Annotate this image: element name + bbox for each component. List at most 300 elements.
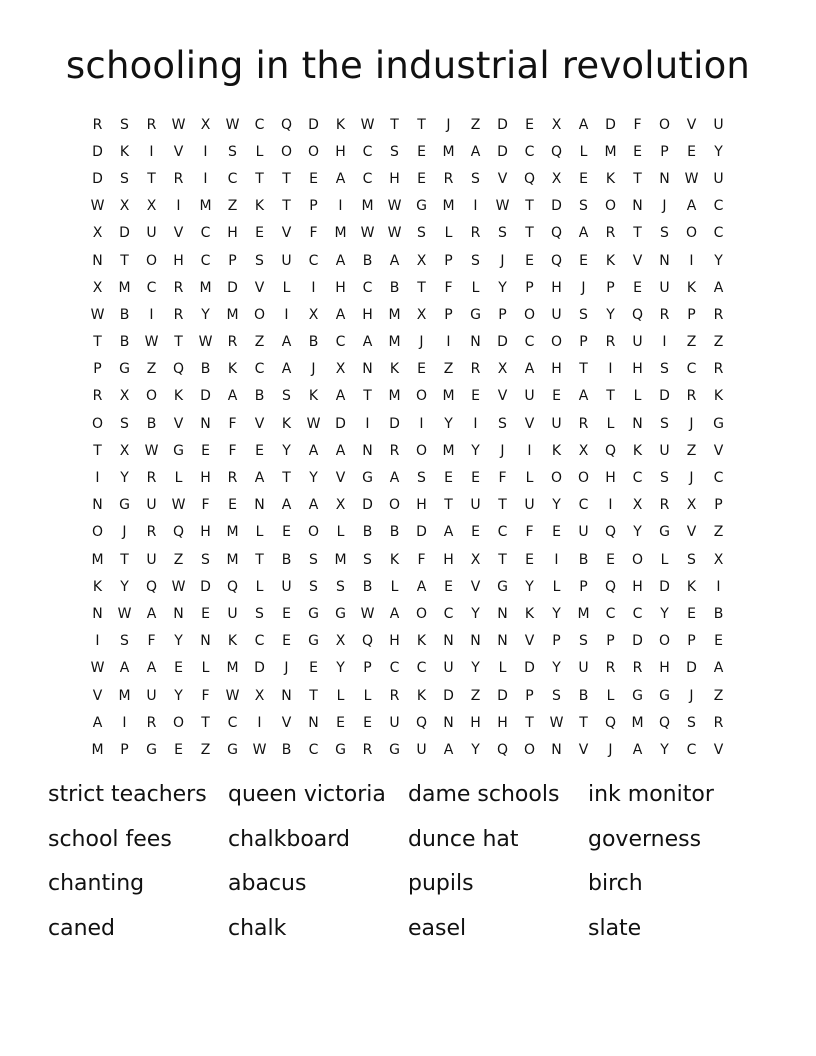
- grid-letter: E: [525, 252, 534, 269]
- grid-letter: V: [470, 578, 481, 595]
- grid-letter: O: [550, 334, 563, 351]
- grid-letter: D: [389, 415, 400, 432]
- grid-letter: L: [255, 578, 264, 595]
- grid-letter: K: [389, 551, 400, 568]
- word-list-item: school fees: [48, 826, 172, 852]
- grid-letter: X: [200, 116, 211, 133]
- grid-letter: T: [201, 714, 210, 731]
- grid-letter: I: [95, 633, 100, 650]
- grid-letter: A: [335, 306, 346, 323]
- grid-letter: C: [578, 497, 589, 514]
- grid-letter: W: [252, 741, 267, 758]
- grid-letter: X: [92, 225, 103, 242]
- word-list-item: slate: [588, 915, 642, 941]
- grid-letter: W: [198, 334, 213, 351]
- grid-letter: S: [120, 116, 129, 133]
- grid-letter: E: [687, 143, 696, 160]
- grid-letter: F: [228, 415, 237, 432]
- grid-letter: A: [281, 334, 292, 351]
- grid-letter: O: [91, 415, 104, 432]
- grid-letter: C: [362, 279, 373, 296]
- grid-letter: P: [660, 143, 669, 160]
- grid-letter: R: [362, 741, 373, 758]
- grid-letter: T: [93, 442, 102, 459]
- grid-letter: O: [145, 252, 158, 269]
- word-list-item: chalk: [228, 915, 287, 941]
- word-list-item: pupils: [408, 871, 474, 896]
- grid-letter: N: [497, 633, 508, 650]
- grid-letter: N: [443, 714, 454, 731]
- grid-letter: X: [335, 497, 346, 514]
- grid-letter: D: [659, 578, 670, 595]
- grid-letter: U: [146, 551, 157, 568]
- grid-letter: W: [90, 306, 105, 323]
- grid-letter: Y: [120, 578, 129, 595]
- grid-letter: G: [659, 524, 670, 541]
- grid-row: [84, 655, 732, 682]
- grid-letter: L: [606, 415, 615, 432]
- grid-row: [84, 573, 732, 600]
- grid-letter: S: [687, 551, 696, 568]
- grid-letter: K: [605, 170, 616, 187]
- grid-letter: M: [226, 551, 239, 568]
- grid-letter: J: [500, 442, 505, 459]
- grid-letter: X: [686, 497, 697, 514]
- grid-letter: I: [149, 143, 154, 160]
- grid-letter: Z: [200, 741, 211, 758]
- grid-letter: R: [389, 442, 400, 459]
- grid-letter: R: [227, 470, 238, 487]
- grid-letter: K: [686, 578, 697, 595]
- grid-letter: O: [388, 497, 401, 514]
- grid-letter: K: [686, 279, 697, 296]
- grid-letter: W: [360, 225, 375, 242]
- grid-letter: S: [552, 687, 561, 704]
- grid-letter: A: [227, 388, 238, 405]
- grid-letter: Z: [146, 361, 157, 378]
- grid-letter: T: [525, 225, 534, 242]
- grid-letter: X: [146, 198, 157, 215]
- grid-letter: M: [91, 551, 104, 568]
- grid-letter: D: [497, 687, 508, 704]
- grid-letter: K: [416, 687, 427, 704]
- grid-letter: S: [255, 605, 264, 622]
- grid-letter: F: [201, 497, 210, 514]
- word-list: [48, 775, 768, 953]
- grid-row: [84, 736, 732, 763]
- grid-letter: S: [417, 225, 426, 242]
- grid-letter: E: [444, 470, 453, 487]
- grid-letter: B: [281, 551, 292, 568]
- grid-letter: E: [579, 252, 588, 269]
- grid-letter: K: [389, 361, 400, 378]
- grid-letter: T: [579, 714, 588, 731]
- grid-letter: V: [713, 442, 724, 459]
- grid-letter: K: [308, 388, 319, 405]
- grid-letter: I: [473, 198, 478, 215]
- grid-letter: M: [334, 225, 347, 242]
- grid-letter: M: [388, 334, 401, 351]
- grid-letter: B: [119, 334, 130, 351]
- grid-letter: E: [633, 279, 642, 296]
- grid-letter: P: [525, 279, 534, 296]
- grid-letter: T: [633, 225, 642, 242]
- grid-letter: M: [442, 388, 455, 405]
- grid-letter: Q: [658, 714, 671, 731]
- grid-letter: Y: [552, 497, 561, 514]
- grid-letter: A: [92, 714, 103, 731]
- grid-letter: Z: [227, 198, 238, 215]
- grid-letter: Z: [254, 334, 265, 351]
- grid-letter: Q: [604, 714, 617, 731]
- grid-letter: D: [497, 334, 508, 351]
- grid-letter: A: [443, 741, 454, 758]
- grid-letter: V: [632, 252, 643, 269]
- grid-letter: P: [687, 633, 696, 650]
- grid-letter: Q: [604, 442, 617, 459]
- grid-letter: A: [713, 279, 724, 296]
- grid-letter: R: [713, 306, 724, 323]
- grid-letter: C: [308, 741, 319, 758]
- grid-letter: G: [389, 741, 400, 758]
- grid-letter: F: [633, 116, 642, 133]
- grid-letter: S: [687, 714, 696, 731]
- grid-letter: E: [525, 116, 534, 133]
- grid-letter: T: [120, 252, 129, 269]
- grid-letter: H: [335, 279, 346, 296]
- grid-letter: X: [578, 442, 589, 459]
- grid-letter: D: [443, 687, 454, 704]
- grid-letter: U: [659, 442, 670, 459]
- grid-letter: E: [201, 442, 210, 459]
- grid-letter: I: [446, 334, 451, 351]
- grid-letter: Z: [686, 442, 697, 459]
- grid-row: [84, 301, 732, 328]
- grid-letter: A: [119, 660, 130, 677]
- grid-letter: J: [689, 687, 694, 704]
- grid-letter: O: [145, 388, 158, 405]
- grid-letter: S: [660, 415, 669, 432]
- grid-letter: R: [173, 279, 184, 296]
- grid-letter: G: [308, 633, 319, 650]
- grid-letter: C: [713, 225, 724, 242]
- grid-letter: H: [335, 143, 346, 160]
- grid-letter: C: [524, 334, 535, 351]
- grid-letter: K: [551, 442, 562, 459]
- grid-row: [84, 519, 732, 546]
- grid-letter: S: [471, 252, 480, 269]
- word-list-item: ink monitor: [588, 782, 714, 807]
- grid-letter: U: [443, 660, 454, 677]
- grid-letter: I: [203, 170, 208, 187]
- grid-letter: H: [659, 660, 670, 677]
- grid-letter: I: [203, 143, 208, 160]
- grid-letter: N: [200, 415, 211, 432]
- grid-letter: H: [632, 578, 643, 595]
- grid-letter: R: [470, 361, 481, 378]
- grid-letter: N: [659, 252, 670, 269]
- grid-letter: Z: [686, 334, 697, 351]
- grid-letter: Z: [470, 116, 481, 133]
- grid-row: [84, 193, 732, 220]
- grid-letter: Y: [444, 415, 453, 432]
- word-list-item: caned: [48, 915, 116, 941]
- grid-letter: M: [388, 388, 401, 405]
- grid-letter: Y: [201, 306, 210, 323]
- grid-letter: W: [90, 660, 105, 677]
- grid-letter: R: [713, 714, 724, 731]
- grid-letter: E: [309, 660, 318, 677]
- grid-row: [84, 274, 732, 301]
- grid-letter: O: [280, 143, 293, 160]
- grid-letter: K: [713, 388, 724, 405]
- word-list-item: dame schools: [408, 782, 560, 807]
- grid-letter: Q: [550, 252, 563, 269]
- grid-letter: Q: [226, 578, 239, 595]
- grid-letter: Q: [523, 170, 536, 187]
- grid-letter: H: [551, 279, 562, 296]
- grid-letter: C: [335, 334, 346, 351]
- grid-letter: C: [686, 361, 697, 378]
- grid-letter: K: [281, 415, 292, 432]
- grid-letter: O: [523, 741, 536, 758]
- grid-letter: Y: [606, 306, 615, 323]
- grid-letter: H: [200, 470, 211, 487]
- grid-letter: L: [579, 143, 588, 160]
- grid-letter: I: [689, 252, 694, 269]
- grid-letter: T: [255, 551, 264, 568]
- grid-letter: R: [470, 225, 481, 242]
- grid-letter: A: [146, 660, 157, 677]
- grid-letter: E: [525, 551, 534, 568]
- grid-letter: D: [524, 660, 535, 677]
- grid-letter: X: [551, 170, 562, 187]
- grid-letter: S: [660, 361, 669, 378]
- grid-letter: Y: [660, 741, 669, 758]
- grid-letter: C: [254, 116, 265, 133]
- grid-row: [84, 220, 732, 247]
- grid-letter: G: [146, 741, 157, 758]
- grid-letter: U: [524, 497, 535, 514]
- grid-letter: Z: [173, 551, 184, 568]
- grid-letter: T: [363, 388, 372, 405]
- grid-letter: G: [497, 578, 508, 595]
- grid-letter: P: [525, 687, 534, 704]
- grid-letter: I: [473, 415, 478, 432]
- grid-letter: E: [282, 633, 291, 650]
- grid-letter: A: [578, 116, 589, 133]
- grid-letter: V: [281, 714, 292, 731]
- grid-letter: D: [254, 660, 265, 677]
- grid-letter: E: [174, 741, 183, 758]
- letter-grid: [84, 111, 732, 764]
- grid-letter: U: [713, 170, 724, 187]
- grid-letter: G: [362, 470, 373, 487]
- grid-letter: E: [417, 361, 426, 378]
- grid-letter: L: [444, 225, 453, 242]
- grid-letter: C: [227, 170, 238, 187]
- grid-letter: W: [495, 198, 510, 215]
- grid-letter: X: [632, 497, 643, 514]
- grid-letter: A: [686, 198, 697, 215]
- grid-letter: P: [552, 633, 561, 650]
- grid-letter: E: [687, 605, 696, 622]
- grid-letter: M: [631, 714, 644, 731]
- grid-letter: U: [227, 605, 238, 622]
- grid-letter: B: [281, 741, 292, 758]
- grid-letter: O: [523, 306, 536, 323]
- grid-letter: A: [389, 252, 400, 269]
- grid-letter: K: [605, 252, 616, 269]
- grid-letter: B: [254, 388, 265, 405]
- grid-letter: H: [605, 470, 616, 487]
- grid-letter: G: [308, 605, 319, 622]
- grid-letter: A: [362, 334, 373, 351]
- grid-letter: K: [227, 633, 238, 650]
- grid-letter: M: [199, 279, 212, 296]
- grid-letter: I: [608, 497, 613, 514]
- grid-letter: B: [713, 605, 724, 622]
- grid-letter: H: [632, 361, 643, 378]
- grid-letter: S: [120, 633, 129, 650]
- grid-letter: H: [389, 170, 400, 187]
- grid-letter: L: [201, 660, 210, 677]
- grid-letter: O: [253, 306, 266, 323]
- grid-letter: G: [470, 306, 481, 323]
- grid-letter: X: [416, 306, 427, 323]
- grid-letter: T: [579, 361, 588, 378]
- grid-letter: V: [497, 388, 508, 405]
- grid-letter: D: [416, 524, 427, 541]
- grid-letter: E: [228, 497, 237, 514]
- grid-letter: C: [389, 660, 400, 677]
- grid-letter: E: [255, 225, 264, 242]
- grid-letter: M: [442, 143, 455, 160]
- grid-row: [84, 329, 732, 356]
- grid-letter: O: [658, 633, 671, 650]
- grid-letter: S: [579, 306, 588, 323]
- grid-letter: S: [579, 198, 588, 215]
- grid-letter: B: [146, 415, 157, 432]
- grid-letter: X: [119, 442, 130, 459]
- grid-letter: J: [284, 660, 289, 677]
- grid-letter: V: [254, 279, 265, 296]
- grid-letter: P: [579, 334, 588, 351]
- grid-letter: K: [119, 143, 130, 160]
- grid-letter: A: [713, 660, 724, 677]
- grid-letter: Q: [496, 741, 509, 758]
- grid-letter: J: [608, 741, 613, 758]
- grid-letter: N: [632, 198, 643, 215]
- grid-letter: U: [146, 225, 157, 242]
- grid-letter: G: [119, 497, 130, 514]
- grid-letter: E: [309, 170, 318, 187]
- grid-letter: K: [632, 442, 643, 459]
- grid-letter: V: [686, 524, 697, 541]
- grid-letter: R: [686, 388, 697, 405]
- grid-letter: Y: [633, 524, 642, 541]
- grid-letter: E: [201, 605, 210, 622]
- grid-letter: W: [684, 170, 699, 187]
- grid-letter: H: [227, 225, 238, 242]
- grid-letter: F: [525, 524, 534, 541]
- grid-letter: J: [311, 361, 316, 378]
- grid-letter: V: [524, 633, 535, 650]
- grid-letter: U: [578, 524, 589, 541]
- grid-letter: W: [171, 578, 186, 595]
- grid-letter: O: [658, 116, 671, 133]
- grid-letter: G: [335, 605, 346, 622]
- grid-letter: N: [632, 415, 643, 432]
- grid-letter: M: [226, 306, 239, 323]
- grid-letter: B: [308, 334, 319, 351]
- grid-letter: R: [92, 116, 103, 133]
- grid-letter: X: [92, 279, 103, 296]
- grid-letter: A: [281, 497, 292, 514]
- grid-letter: L: [498, 660, 507, 677]
- grid-letter: O: [415, 388, 428, 405]
- grid-letter: T: [282, 470, 291, 487]
- grid-letter: J: [689, 415, 694, 432]
- grid-letter: K: [416, 633, 427, 650]
- grid-letter: U: [146, 497, 157, 514]
- grid-letter: C: [497, 524, 508, 541]
- grid-letter: D: [686, 660, 697, 677]
- grid-letter: C: [200, 252, 211, 269]
- grid-letter: Y: [660, 605, 669, 622]
- grid-letter: W: [387, 198, 402, 215]
- grid-letter: X: [335, 361, 346, 378]
- grid-letter: G: [335, 741, 346, 758]
- grid-letter: Q: [280, 116, 293, 133]
- grid-letter: P: [228, 252, 237, 269]
- grid-letter: S: [228, 143, 237, 160]
- grid-letter: M: [604, 143, 617, 160]
- grid-letter: U: [551, 415, 562, 432]
- grid-letter: T: [282, 198, 291, 215]
- grid-letter: B: [362, 252, 373, 269]
- grid-letter: D: [92, 170, 103, 187]
- grid-letter: G: [119, 361, 130, 378]
- grid-letter: S: [120, 415, 129, 432]
- grid-letter: L: [336, 687, 345, 704]
- grid-letter: T: [93, 334, 102, 351]
- grid-letter: T: [444, 497, 453, 514]
- grid-letter: C: [227, 714, 238, 731]
- grid-letter: L: [174, 470, 183, 487]
- grid-letter: T: [174, 334, 183, 351]
- grid-letter: E: [552, 388, 561, 405]
- grid-letter: B: [119, 306, 130, 323]
- grid-letter: V: [254, 415, 265, 432]
- grid-letter: Y: [282, 442, 291, 459]
- grid-letter: K: [173, 388, 184, 405]
- grid-letter: C: [713, 198, 724, 215]
- grid-letter: H: [362, 306, 373, 323]
- grid-letter: W: [360, 605, 375, 622]
- grid-letter: K: [92, 578, 103, 595]
- grid-letter: I: [257, 714, 262, 731]
- grid-letter: R: [146, 470, 157, 487]
- grid-letter: U: [146, 687, 157, 704]
- grid-letter: X: [119, 388, 130, 405]
- grid-letter: E: [471, 470, 480, 487]
- grid-letter: W: [387, 225, 402, 242]
- grid-row: [84, 111, 732, 138]
- grid-letter: T: [417, 279, 426, 296]
- grid-letter: C: [632, 605, 643, 622]
- grid-letter: K: [524, 605, 535, 622]
